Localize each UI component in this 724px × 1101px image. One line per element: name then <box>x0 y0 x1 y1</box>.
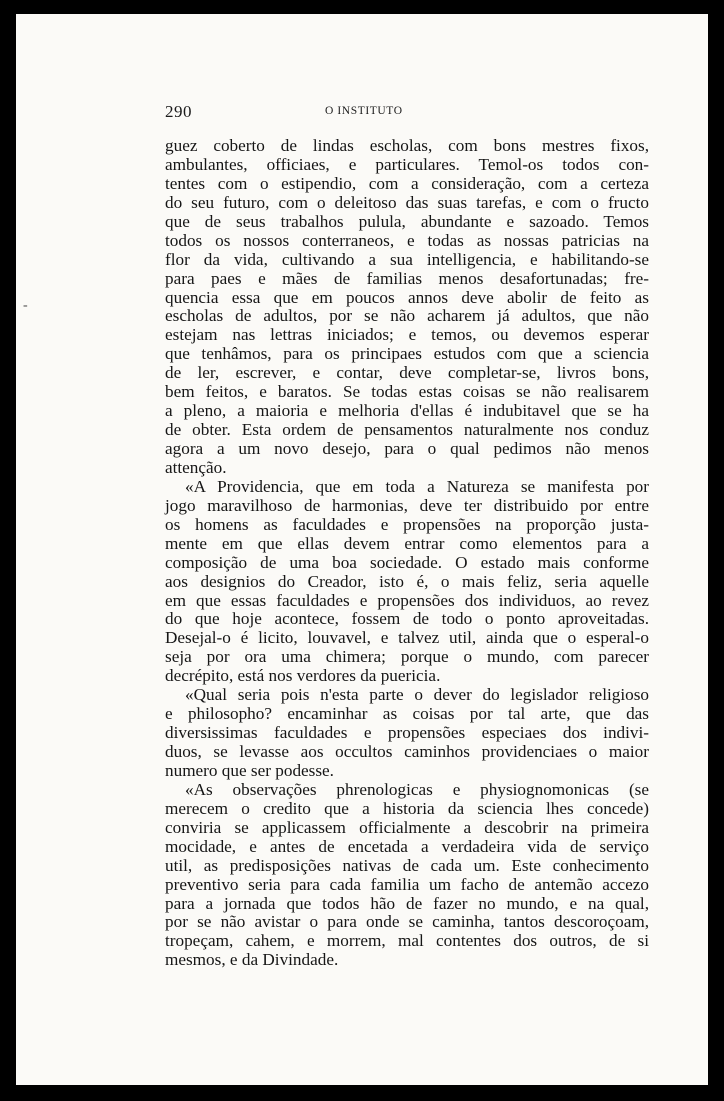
text-line: seja por ora uma chimera; porque o mundo, com parecer <box>165 647 649 667</box>
text-line: agora a um novo desejo, para o qual pedimos não menos <box>165 439 649 458</box>
page-number: 290 <box>165 102 192 121</box>
running-head <box>165 102 665 122</box>
paragraph-start-line: «As observações phrenologicas e physiognomonicas (se <box>185 779 649 799</box>
text-line: que de seus trabalhos pulula, abundante e sazoado. Temos <box>165 211 649 231</box>
text-line: para paes e mães de familias menos desafortunadas; fre- <box>165 268 649 288</box>
text-line: do seu futuro, com o deleitoso das suas tarefas, e com o fructo <box>165 192 649 212</box>
paragraph-end-line: mesmos, e da Divindade. <box>165 950 339 970</box>
text-line: merecem o credito que a historia da sciencia lhes concede) <box>165 798 649 818</box>
text-line: todos os nossos conterraneos, e todas as nossas patricias na <box>165 230 649 250</box>
text-line: a pleno, a maioria e melhoria d'ellas é indubitavel que se ha <box>165 401 649 421</box>
paragraph-end-line: decrépito, está nos verdores da puericia. <box>165 666 441 686</box>
text-line: jogo maravilhoso de harmonias, deve ter distribuido por entre <box>165 495 649 515</box>
book-page <box>16 14 708 1085</box>
text-line: ambulantes, officiaes, e particulares. Temol-os todos con- <box>165 154 649 174</box>
text-line: diversissimas faculdades e propensões especiaes dos indivi- <box>165 723 649 743</box>
text-line: Desejal-o é licito, louvavel, e talvez util, ainda que o esperal-o <box>165 628 649 648</box>
paragraph-end-line: attenção. <box>165 457 227 477</box>
journal-title: O INSTITUTO <box>325 105 403 117</box>
body-text <box>165 137 649 970</box>
text-line: estejam nas lettras iniciados; e temos, ou devemos esperar <box>165 325 649 345</box>
text-line: tropeçam, cahem, e morrem, mal contentes dos outros, de si <box>165 931 649 951</box>
text-line: os homens as faculdades e propensões na proporção justa- <box>165 514 649 534</box>
text-line: duos, se levasse aos occultos caminhos providenciaes o maior <box>165 742 649 761</box>
text-line: conviria se applicassem officialmente a descobrir na primeira <box>165 817 649 837</box>
text-line: de ler, escrever, e contar, deve completar-se, livros bons, <box>165 363 649 383</box>
text-line: mente em que ellas devem entrar como elementos para a <box>165 533 649 553</box>
paragraph-start-line: «A Providencia, que em toda a Natureza se manifesta por <box>185 476 649 496</box>
text-line: do que hoje acontece, fossem de todo o ponto aproveitadas. <box>165 609 649 629</box>
text-line: e philosopho? encaminhar as coisas por tal arte, que das <box>165 704 649 724</box>
text-line: de obter. Esta ordem de pensamentos naturalmente nos conduz <box>165 420 649 440</box>
margin-mark: - <box>23 298 28 313</box>
text-line: para a jornada que todos hão de fazer no mundo, e na qual, <box>165 893 649 913</box>
text-line: por se não avistar o para onde se caminha, tantos descoroçoam, <box>165 912 649 932</box>
paragraph-start-line: «Qual seria pois n'esta parte o dever do legislador religioso <box>185 685 649 705</box>
text-line: em que essas faculdades e propensões dos individuos, ao revez <box>165 590 649 610</box>
text-line: mocidade, e antes de encetada a verdadeira vida de serviço <box>165 836 649 856</box>
paragraph-end-line: numero que ser podesse. <box>165 760 334 780</box>
text-line: bem feitos, e baratos. Se todas estas coisas se não realisarem <box>165 382 649 402</box>
text-line: guez coberto de lindas escholas, com bons mestres fixos, <box>165 136 649 155</box>
text-line: aos designios do Creador, isto é, o mais feliz, seria aquelle <box>165 571 649 591</box>
text-line: composição de uma boa sociedade. O estado mais conforme <box>165 552 649 572</box>
text-line: escholas de adultos, por se não acharem já adultos, que não <box>165 306 649 326</box>
text-line: que tenhâmos, para os principaes estudos com que a sciencia <box>165 344 649 364</box>
text-line: quencia essa que em poucos annos deve abolir de feito as <box>165 287 649 307</box>
text-line: util, as predisposições nativas de cada um. Este conhecimento <box>165 855 649 875</box>
text-line: flor da vida, cultivando a sua intelligencia, e habilitando-se <box>165 249 649 269</box>
text-line: preventivo seria para cada familia um facho de antemão accezo <box>165 874 649 894</box>
text-line: tentes com o estipendio, com a consideração, com a certeza <box>165 173 649 193</box>
